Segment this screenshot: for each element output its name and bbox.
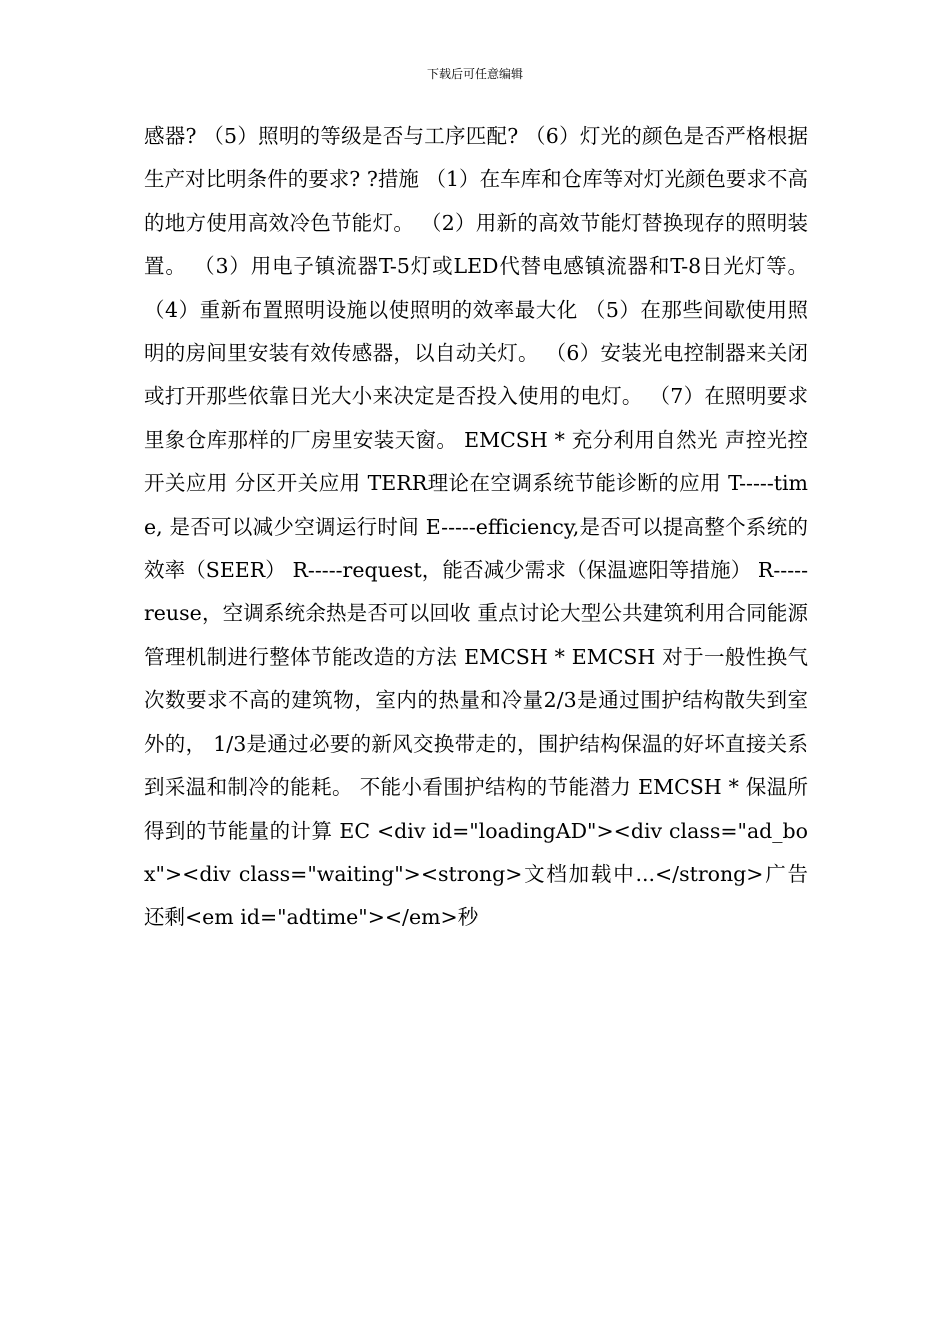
page-header-note: 下载后可任意编辑 <box>426 67 523 81</box>
body-paragraph: 感器? （5）照明的等级是否与工序匹配? （6）灯光的颜色是否严格根据生产对比明条件的要求? ?措施 （1）在车库和仓库等对灯光颜色要求不高的地方使用高效冷色节能灯。 （2）用新的高效节能灯替换现存的照明装置。 （3）用电子镇流器T-5灯或LED代替电感镇流器和T-8日光灯等。 （4）重新布置照明设施以使照明的效率最大化 （5）在那些间歇使用照明的房间里安装有效传感器，以自动关灯。 （6）安装光电控制器来关闭或打开那些依靠日光大小来决定是否投入使用的电灯。 （7）在照明要求里象仓库那样的厂房里安装天窗。 EMCSH * 充分利用自然光 声控光控开关应用 分区开关应用 TERR理论在空调系统节能诊断的应用 T-----time, 是否可以减少空调运行时间 E-----efficiency,是否可以提高整个系统的效率（SEER） R-----request，能否减少需求（保温遮阳等措施） R-----reuse，空调系统余热是否可以回收 重点讨论大型公共建筑利用合同能源管理机制进行整体节能改造的方法 EMCSH * EMCSH 对于一般性换气次数要求不高的建筑物，室内的热量和冷量2/3是通过围护结构散失到室外的， 1/3是通过必要的新风交换带走的，围护结构保温的好坏直接关系到采温和制冷的能耗。 不能小看围护结构的节能潜力 EMCSH * 保温所得到的节能量的计算 EC <div id="loadingAD"><div class="ad_box"><div class="waiting"><strong>文档加载中...</strong>广告还剩<em id="adtime"></em>秒 <box>144 124 808 930</box>
